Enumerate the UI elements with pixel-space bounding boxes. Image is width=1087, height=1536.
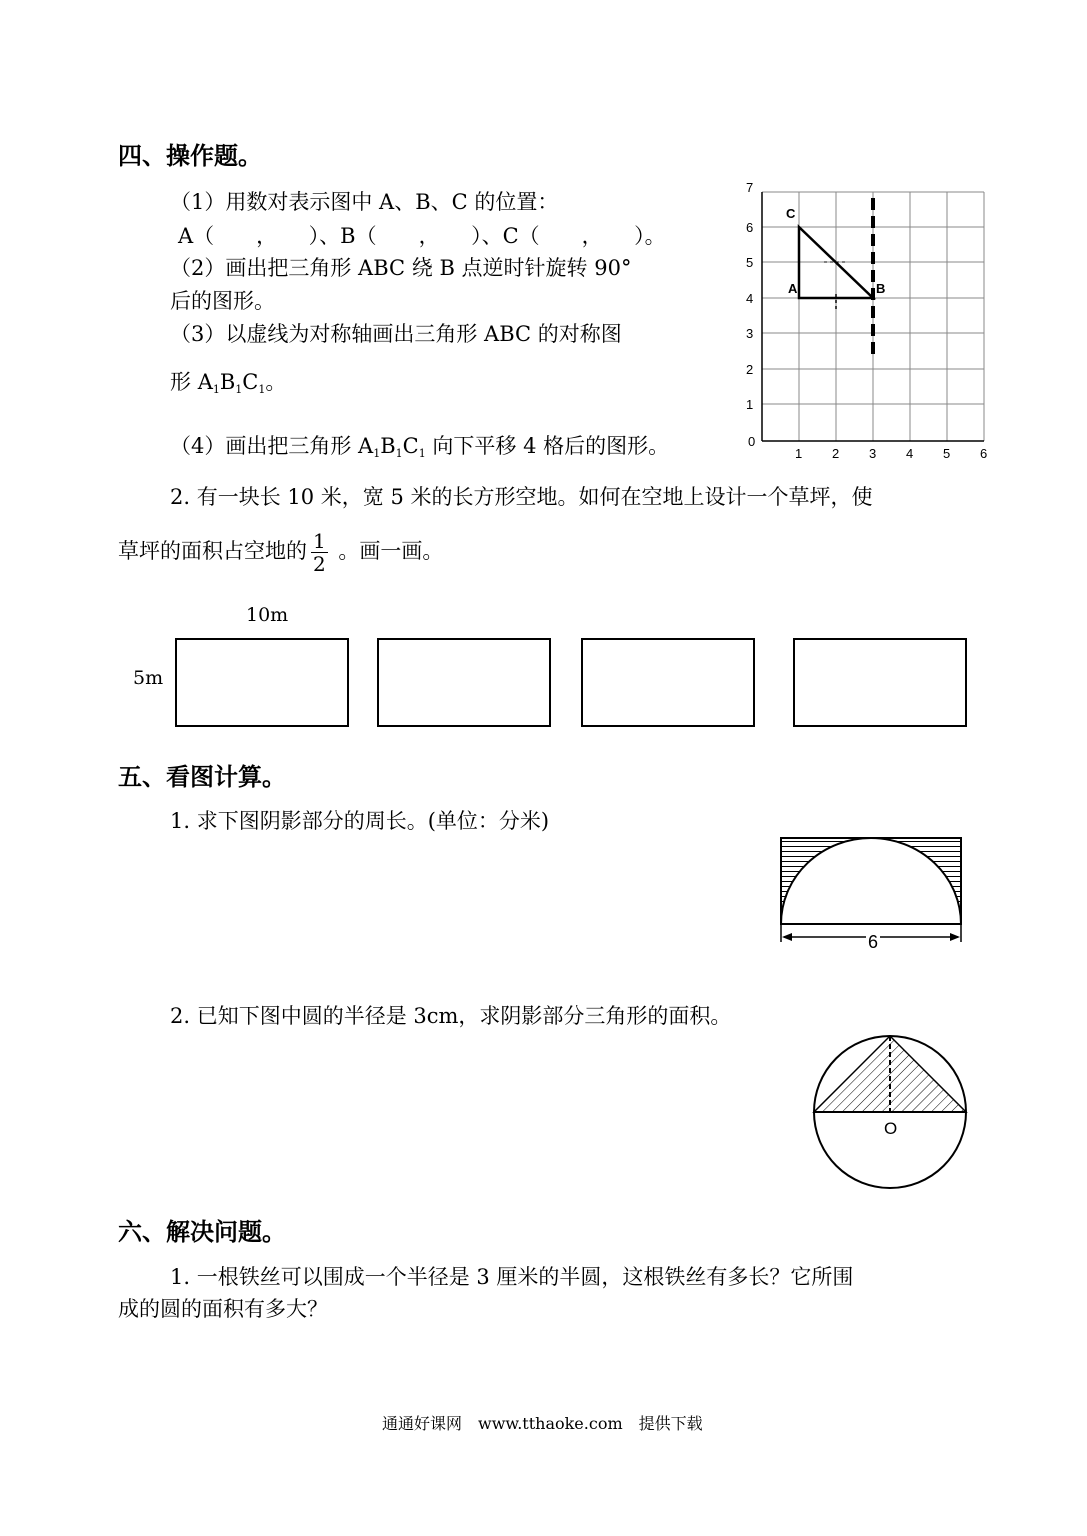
q1-line2: A（ ， ）、B（ ， ）、C（ ， ）。 bbox=[178, 224, 666, 248]
section-5-heading: 五、看图计算。 bbox=[118, 763, 286, 791]
sub-1: 1 bbox=[212, 383, 220, 396]
x-tick: 6 bbox=[980, 446, 988, 461]
circle-triangle-figure bbox=[805, 1030, 975, 1195]
length-label: 10m bbox=[246, 604, 289, 626]
q4-prefix: （4）画出把三角形 bbox=[170, 434, 359, 458]
point-a-label: A bbox=[788, 281, 798, 296]
width-label: 5m bbox=[133, 667, 164, 689]
x-tick-labels bbox=[748, 434, 987, 461]
q3-prefix: 形 bbox=[170, 370, 198, 394]
label-c: C bbox=[242, 370, 259, 394]
fraction-numerator: 1 bbox=[313, 529, 326, 553]
dimension-label: 6 bbox=[868, 932, 879, 952]
q2-line1: （2）画出把三角形 ABC 绕 B 点逆时针旋转 90° bbox=[170, 256, 632, 280]
q1-line1: （1）用数对表示图中 A、B、C 的位置： bbox=[170, 190, 559, 214]
y-tick: 6 bbox=[746, 220, 754, 235]
q5-line1: 2. 有一块长 10 米，宽 5 米的长方形空地。如何在空地上设计一个草坪，使 bbox=[170, 485, 873, 509]
q2-line2: 后的图形。 bbox=[170, 289, 275, 313]
sub-1: 1 bbox=[235, 383, 243, 396]
label-c: C bbox=[402, 434, 419, 458]
x-tick: 2 bbox=[832, 446, 840, 461]
footer-text: 通通好课网 www.tthaoke.com 提供下载 bbox=[382, 1414, 703, 1433]
label-b: B bbox=[380, 434, 396, 458]
q5-suffix: 。画一画。 bbox=[331, 539, 444, 563]
x-tick: 0 bbox=[748, 434, 756, 449]
y-tick: 5 bbox=[746, 255, 754, 270]
s5-q2: 2. 已知下图中圆的半径是 3cm，求阴影部分三角形的面积。 bbox=[170, 1004, 732, 1028]
rectangle-3 bbox=[581, 638, 755, 727]
label-b: B bbox=[219, 370, 236, 394]
q4-line bbox=[170, 430, 669, 460]
q5-prefix: 草坪的面积占空地的 bbox=[118, 539, 307, 563]
coordinate-grid bbox=[740, 180, 1000, 465]
rectangle-4 bbox=[793, 638, 967, 727]
y-tick: 3 bbox=[746, 326, 754, 341]
section-4-heading: 四、操作题。 bbox=[118, 142, 262, 170]
s5-q1: 1. 求下图阴影部分的周长。(单位：分米) bbox=[170, 809, 550, 833]
fraction-denominator: 2 bbox=[313, 552, 326, 576]
q3-line2 bbox=[170, 366, 286, 396]
sub-1: 1 bbox=[418, 447, 426, 460]
y-tick: 4 bbox=[746, 291, 754, 306]
q3-suffix: 。 bbox=[265, 370, 287, 394]
y-tick: 2 bbox=[746, 362, 754, 377]
y-tick: 1 bbox=[746, 397, 754, 412]
x-tick: 3 bbox=[869, 446, 877, 461]
s6-q1-line2: 成的圆的面积有多大？ bbox=[118, 1297, 328, 1321]
point-c-label: C bbox=[786, 206, 796, 221]
semicircle-figure bbox=[776, 834, 968, 954]
q4-suffix: 向下平移 4 格后的图形。 bbox=[425, 434, 670, 458]
x-tick: 5 bbox=[943, 446, 951, 461]
sub-1: 1 bbox=[258, 383, 266, 396]
q3-line1: （3）以虚线为对称轴画出三角形 ABC 的对称图 bbox=[170, 322, 622, 346]
sub-1: 1 bbox=[395, 447, 403, 460]
x-tick: 4 bbox=[906, 446, 914, 461]
arrow-right-icon bbox=[950, 933, 960, 941]
s6-q1-line1: 1. 一根铁丝可以围成一个半径是 3 厘米的半圆，这根铁丝有多长？它所围 bbox=[170, 1265, 854, 1289]
arrow-left-icon bbox=[782, 933, 792, 941]
y-tick: 7 bbox=[746, 180, 754, 195]
point-b-label: B bbox=[876, 281, 886, 296]
label-a: A bbox=[358, 434, 374, 458]
y-tick-labels bbox=[746, 180, 753, 412]
label-a: A bbox=[197, 370, 213, 394]
x-tick: 1 bbox=[795, 446, 803, 461]
section-6-heading: 六、解决问题。 bbox=[118, 1218, 286, 1246]
center-label: O bbox=[884, 1119, 898, 1138]
sub-1: 1 bbox=[373, 447, 381, 460]
fraction-one-half bbox=[311, 530, 328, 575]
rectangle-2 bbox=[377, 638, 551, 727]
rectangle-1 bbox=[175, 638, 349, 727]
q5-line2 bbox=[118, 530, 443, 575]
